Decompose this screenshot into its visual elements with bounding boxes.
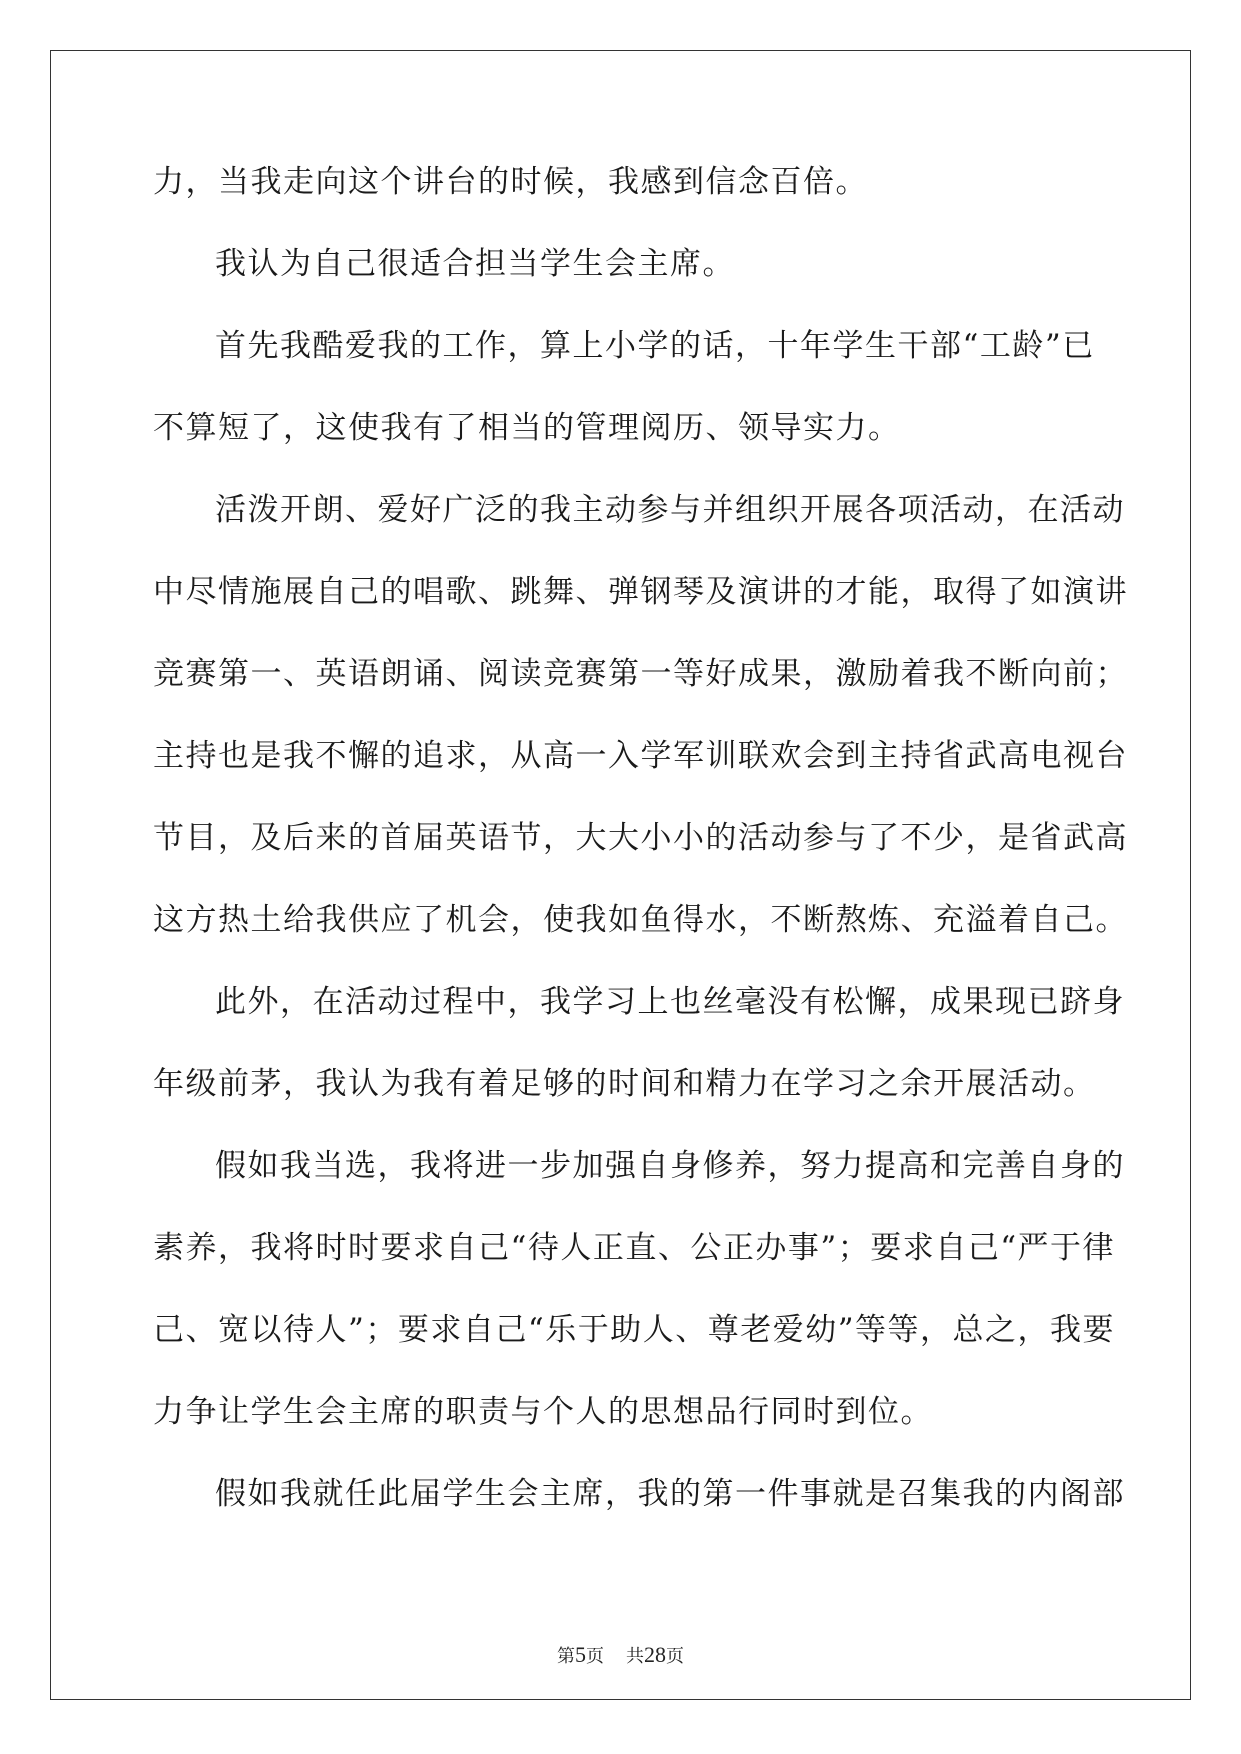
page-suffix: 页 [586, 1646, 604, 1667]
text-line: 节目，及后来的首届英语节，大大小小的活动参与了不少，是省武高 [153, 820, 1128, 856]
text-line: 力争让学生会主席的职责与个人的思想品行同时到位。 [153, 1394, 933, 1430]
text-line: 己、宽以待人”；要求自己“乐于助人、尊老爱幼”等等，总之，我要 [153, 1312, 1116, 1348]
page-prefix: 第 [557, 1646, 575, 1667]
text-line: 主持也是我不懈的追求，从高一入学军训联欢会到主持省武高电视台 [153, 738, 1128, 774]
text-line: 此外，在活动过程中，我学习上也丝毫没有松懈，成果现已跻身 [215, 984, 1125, 1020]
text-line: 中尽情施展自己的唱歌、跳舞、弹钢琴及演讲的才能，取得了如演讲 [153, 574, 1128, 610]
page-number: 5 [575, 1642, 586, 1667]
text-line: 年级前茅，我认为我有着足够的时间和精力在学习之余开展活动。 [153, 1066, 1096, 1102]
page-footer [0, 1642, 1241, 1668]
text-line: 竞赛第一、英语朗诵、阅读竞赛第一等好成果，激励着我不断向前； [153, 656, 1128, 692]
text-line: 假如我就任此届学生会主席，我的第一件事就是召集我的内阁部 [215, 1476, 1125, 1512]
document-body [153, 160, 1128, 1554]
text-line: 我认为自己很适合担当学生会主席。 [215, 246, 735, 282]
text-line: 素养，我将时时要求自己“待人正直、公正办事”；要求自己“严于律 [153, 1230, 1116, 1266]
text-line: 首先我酷爱我的工作，算上小学的话，十年学生干部“工龄”已 [215, 328, 1095, 364]
text-line: 这方热土给我供应了机会，使我如鱼得水，不断熬炼、充溢着自己。 [153, 902, 1128, 938]
total-suffix: 页 [666, 1646, 684, 1667]
total-prefix: 共 [626, 1646, 644, 1667]
total-pages: 28 [644, 1642, 666, 1667]
text-line: 活泼开朗、爱好广泛的我主动参与并组织开展各项活动，在活动 [215, 492, 1125, 528]
text-line: 不算短了，这使我有了相当的管理阅历、领导实力。 [153, 410, 901, 446]
text-line: 假如我当选，我将进一步加强自身修养，努力提高和完善自身的 [215, 1148, 1125, 1184]
text-line: 力，当我走向这个讲台的时候，我感到信念百倍。 [153, 164, 868, 200]
